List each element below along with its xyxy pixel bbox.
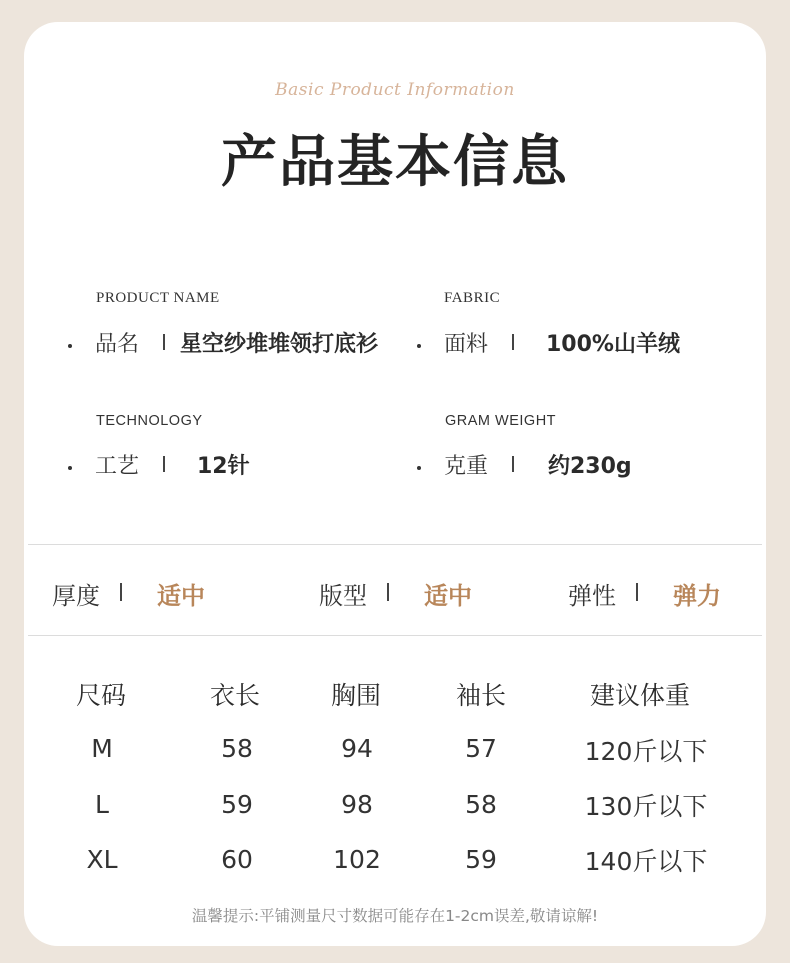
info-en-label: GRAM WEIGHT bbox=[445, 413, 557, 429]
table-header: 建议体重 bbox=[589, 681, 691, 710]
table-cell: 98 bbox=[341, 790, 373, 819]
divider bbox=[28, 635, 762, 636]
separator bbox=[163, 456, 165, 472]
separator bbox=[512, 334, 514, 350]
table-header: 袖长 bbox=[455, 681, 507, 710]
table-cell: 94 bbox=[341, 734, 373, 763]
bullet-icon bbox=[68, 466, 72, 470]
feature-value: 适中 bbox=[157, 582, 205, 610]
separator bbox=[636, 583, 638, 601]
table-cell: 60 bbox=[221, 845, 253, 874]
separator bbox=[163, 334, 165, 350]
table-cell: 130斤以下 bbox=[584, 792, 708, 821]
table-cell: 102 bbox=[333, 845, 381, 874]
table-cell: 59 bbox=[221, 790, 253, 819]
script-subtitle: Basic Product Information bbox=[275, 80, 515, 100]
feature-value: 弹力 bbox=[673, 582, 721, 610]
table-cell: M bbox=[91, 734, 113, 763]
page-title: 产品基本信息 bbox=[221, 130, 569, 195]
table-cell: 59 bbox=[465, 845, 497, 874]
table-cell: 140斤以下 bbox=[584, 847, 708, 876]
table-cell: 58 bbox=[221, 734, 253, 763]
table-header: 衣长 bbox=[209, 681, 261, 710]
feature-label: 版型 bbox=[319, 582, 367, 610]
feature-label: 厚度 bbox=[52, 582, 100, 610]
table-header: 尺码 bbox=[75, 681, 127, 710]
separator bbox=[512, 456, 514, 472]
divider bbox=[28, 544, 762, 545]
info-en-label: FABRIC bbox=[444, 290, 501, 306]
table-cell: 58 bbox=[465, 790, 497, 819]
table-cell: 57 bbox=[465, 734, 497, 763]
separator bbox=[387, 583, 389, 601]
measurement-note: 温馨提示:平铺测量尺寸数据可能存在1-2cm误差,敬请谅解! bbox=[191, 907, 599, 925]
table-cell: 120斤以下 bbox=[584, 737, 708, 766]
info-label: 工艺 bbox=[95, 454, 140, 479]
info-label: 品名 bbox=[95, 332, 140, 357]
info-en-label: TECHNOLOGY bbox=[96, 413, 203, 429]
info-value: 星空纱堆堆领打底衫 bbox=[180, 332, 379, 357]
info-value: 约230g bbox=[548, 454, 632, 479]
table-cell: XL bbox=[86, 845, 118, 874]
feature-label: 弹性 bbox=[568, 582, 616, 610]
info-en-label: PRODUCT NAME bbox=[96, 290, 220, 306]
bullet-icon bbox=[68, 344, 72, 348]
info-value: 100%山羊绒 bbox=[546, 332, 680, 357]
bullet-icon bbox=[417, 466, 421, 470]
feature-value: 适中 bbox=[424, 582, 472, 610]
table-header: 胸围 bbox=[330, 681, 382, 710]
separator bbox=[120, 583, 122, 601]
info-label: 克重 bbox=[444, 454, 489, 479]
info-value: 12针 bbox=[197, 454, 250, 479]
bullet-icon bbox=[417, 344, 421, 348]
info-label: 面料 bbox=[444, 332, 489, 357]
table-cell: L bbox=[95, 790, 109, 819]
